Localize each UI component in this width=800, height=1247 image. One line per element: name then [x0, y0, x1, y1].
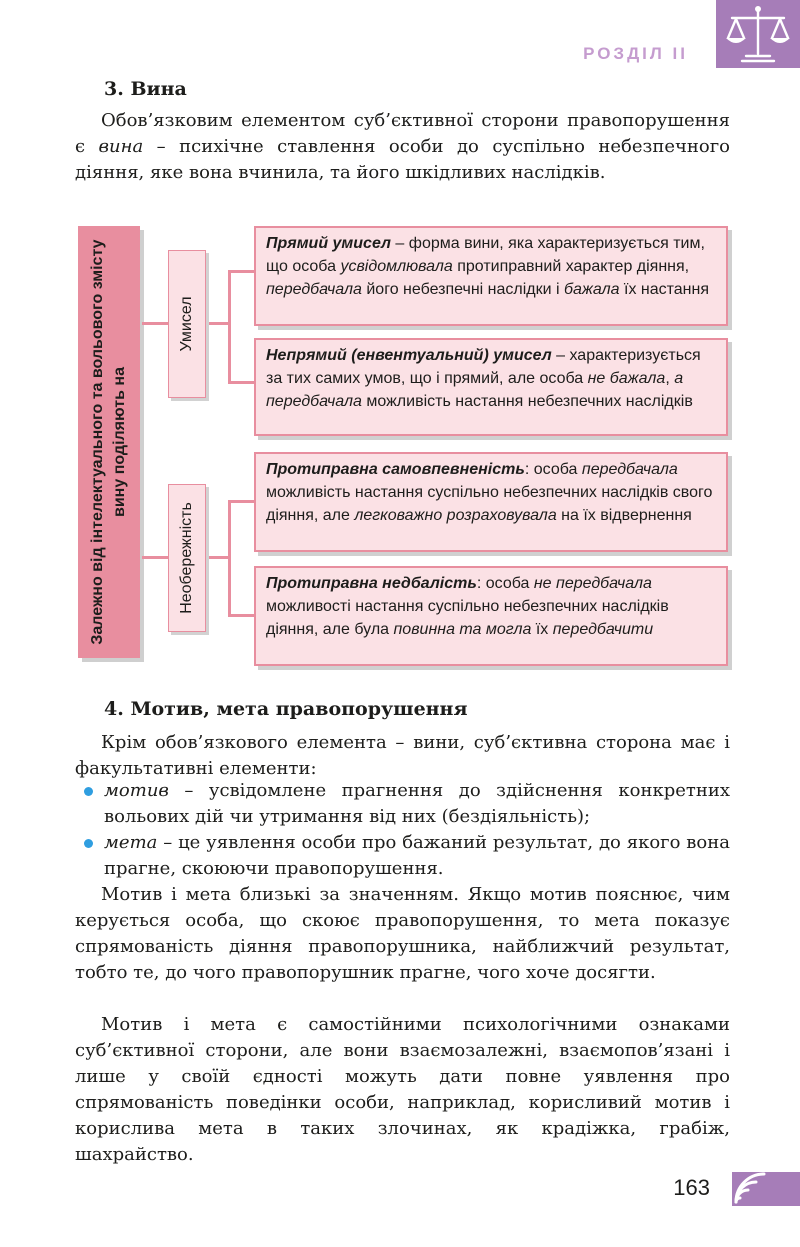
section-3-paragraph — [75, 108, 730, 186]
box-italic: передбачала — [581, 461, 678, 478]
box-italic: не бажала — [587, 370, 666, 387]
chapter-badge — [716, 0, 800, 68]
box-italic: легковажно розраховувала — [354, 507, 557, 524]
box-italic: передбачити — [552, 621, 654, 638]
para-text: Крім обов’язкового елемента – вини, суб’єктивна сторона має і факультативні елементи: — [75, 732, 730, 779]
box-text: – форма вини, яка характеризується тим, що особа — [266, 235, 705, 275]
box-italic: передбачала — [266, 281, 362, 298]
box-text: можливість настання суспільно небезпечних наслідків свого діяння, але — [266, 484, 713, 524]
box-italic: повинна та могла — [393, 621, 532, 638]
box-text: : особа — [476, 575, 534, 592]
bullet-term: мотив — [104, 780, 169, 801]
page-badge — [732, 1172, 800, 1206]
box-text: можливість настання небезпечних наслідків — [361, 393, 693, 410]
box-title: Прямий умисел — [266, 235, 391, 252]
box-text: їх — [531, 621, 553, 638]
para-text: Обов’язковим елементом суб’єктивної сторони правопорушення є — [75, 110, 730, 157]
connector — [206, 322, 230, 325]
section-4-paragraph-2 — [75, 882, 730, 986]
connector — [142, 322, 168, 325]
box-title: Протиправна недбалість — [266, 575, 477, 592]
box-title: Протиправна самовпевненість — [266, 461, 525, 478]
box-text: протиправний характер діяння, — [452, 258, 690, 275]
connector — [228, 500, 231, 617]
bullet-item-motiv — [104, 778, 730, 830]
connector — [228, 270, 231, 383]
bullet-icon — [84, 839, 93, 848]
box-text: на їх відвернення — [556, 507, 692, 524]
category-neoberezhnist — [168, 484, 206, 632]
box-negligence — [254, 566, 728, 666]
box-text: їх настання — [619, 281, 709, 298]
connector — [228, 270, 254, 273]
para-text: Мотив і мета є самостійними психологічними ознаками суб’єктивної сторони, але вони взаємозалежні, взаємопов’язані і лише у своїй єдності можуть дати повне уявлення про спрямованість поведінки особи, наприклад, корисливий мотив і корислива мета в таких злочинах, як крадіжка, грабіж, шахрайство. — [75, 1014, 730, 1165]
category-umysel — [168, 250, 206, 398]
box-italic: а передбачала — [266, 370, 684, 410]
box-title: Непрямий (енвентуальний) умисел — [266, 347, 552, 364]
category-label: Умисел — [178, 296, 195, 352]
connector — [142, 556, 168, 559]
para-text: Мотив і мета близькі за значенням. Якщо мотив пояснює, чим керується особа, що скоює правопорушення, то мета показує спрямованість діяння правопорушника, найближчий результат, тобто те, до чого правопорушник прагне, чого хоче досягти. — [75, 884, 730, 983]
box-text: можливості настання суспільно небезпечних наслідків діяння, але була — [266, 598, 669, 638]
diagram-root-label: Залежно від інтелектуального та вольового змісту вину поділяють на — [89, 239, 128, 645]
para-text: – психічне ставлення особи до суспільно небезпечного діяння, яке вона вчинила, та його шкідливих наслідків. — [75, 136, 730, 183]
bullet-icon — [84, 787, 93, 796]
section-4-paragraph-3 — [75, 1012, 730, 1168]
diagram-root — [78, 226, 140, 658]
section-label: РОЗДІЛ II — [583, 44, 688, 63]
bullet-item-meta — [104, 830, 730, 882]
box-italic: бажала — [564, 281, 620, 298]
box-italic: усвідомлювала — [340, 258, 453, 275]
bullet-text: – усвідомлене прагнення до здійснення конкретних вольових дій чи утримання від них (бездіяльність); — [104, 780, 730, 827]
box-italic: не передбачала — [533, 575, 652, 592]
section-4-title: 4. Мотив, мета правопорушення — [104, 698, 468, 720]
connector — [206, 556, 230, 559]
section-4-intro — [75, 730, 730, 782]
box-text: – характеризується за тих самих умов, що і прямий, але особа — [266, 347, 701, 387]
bullet-term: мета — [104, 832, 158, 853]
category-label: Необережність — [178, 502, 195, 614]
section-3-title: 3. Вина — [104, 78, 187, 100]
scales-icon — [716, 0, 800, 68]
signal-waves-icon — [732, 1172, 800, 1206]
bullet-text: – це уявлення особи про бажаний результат, до якого вона прагне, скоюючи правопорушення. — [104, 832, 730, 879]
box-self-confidence — [254, 452, 728, 552]
connector — [228, 614, 254, 617]
box-indirect-intent — [254, 338, 728, 436]
box-text: його небезпечні наслідки і — [361, 281, 564, 298]
term-vyna: вина — [98, 136, 144, 157]
connector — [228, 381, 254, 384]
box-text: , — [665, 370, 675, 387]
connector — [228, 500, 254, 503]
box-direct-intent — [254, 226, 728, 326]
page-number: 163 — [673, 1175, 710, 1200]
box-text: : особа — [524, 461, 582, 478]
